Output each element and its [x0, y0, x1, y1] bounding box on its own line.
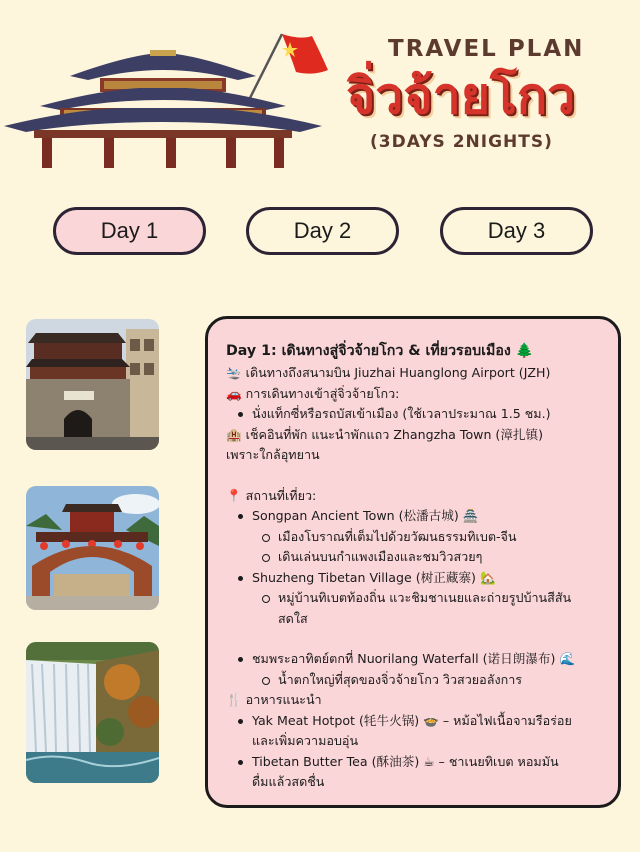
- list-item: Tibetan Butter Tea (酥油茶) ☕ – ชาเนยทิเบต หอมมัน: [226, 752, 604, 773]
- itinerary-card: [205, 316, 621, 808]
- list-item: Yak Meat Hotpot (牦牛火锅) 🍲 – หม้อไฟเนื้อจามรีอร่อย: [226, 711, 604, 732]
- list-item-cont: และเพิ่มความอบอุ่น: [252, 733, 359, 748]
- title-block: [340, 28, 630, 168]
- pagoda-illustration: [0, 28, 330, 168]
- china-flag-icon: [282, 34, 328, 74]
- food-heading: 🍴 อาหารแนะนำ: [226, 692, 322, 707]
- tab-day-3[interactable]: Day 3: [440, 207, 593, 255]
- list-item: หมู่บ้านทิเบตท้องถิ่น แวะชิมชาเนยและถ่ายรูปบ้านสีสัน: [226, 588, 604, 609]
- card-title: Day 1: เดินทางสู่จิ่วจ้ายโกว & เที่ยวรอบเมือง 🌲: [226, 343, 534, 359]
- songpan-gate-photo: [26, 319, 159, 450]
- list-item: Shuzheng Tibetan Village (树正藏寨) 🏡: [226, 568, 604, 589]
- list-item: เมืองโบราณที่เต็มไปด้วยวัฒนธรรมทิเบต-จีน: [226, 527, 604, 548]
- list-item: เดินเล่นบนกำแพงเมืองและชมวิวสวยๆ: [226, 547, 604, 568]
- tab-day-1[interactable]: Day 1: [53, 207, 206, 255]
- list-item-cont: สดใส: [278, 610, 308, 626]
- transport-heading: 🚗 การเดินทางเข้าสู่จิ่วจ้ายโกว:: [226, 385, 400, 401]
- checkin-line: 🏨 เช็คอินที่พัก แนะนำพักแถว Zhangzha Town (漳扎镇): [226, 426, 544, 442]
- tab-day-2[interactable]: Day 2: [246, 207, 399, 255]
- day-tabs: [0, 207, 640, 257]
- list-item: น้ำตกใหญ่ที่สุดของจิ่วจ้ายโกว วิวสวยอลังการ: [226, 670, 604, 691]
- title-subtitle: (3DAYS 2NIGHTS): [370, 132, 553, 152]
- places-heading: 📍 สถานที่เที่ยว:: [226, 487, 317, 503]
- title-thai: จิ่วจ้ายโกว: [346, 67, 576, 125]
- list-item: นั่งแท็กซี่หรือรถบัสเข้าเมือง (ใช้เวลาประมาณ 1.5 ชม.): [226, 404, 604, 425]
- tibetan-village-gate-photo: [26, 486, 159, 610]
- list-item: ชมพระอาทิตย์ตกที่ Nuorilang Waterfall (诺日朗瀑布) 🌊: [226, 649, 604, 670]
- list-item-cont: ดื่มแล้วสดชื่น: [252, 774, 325, 789]
- checkin-line-cont: เพราะใกล้อุทยาน: [226, 447, 320, 462]
- title-english: TRAVEL PLAN: [388, 36, 585, 62]
- waterfall-photo: [26, 642, 159, 783]
- list-item: Songpan Ancient Town (松潘古城) 🏯: [226, 506, 604, 527]
- flight-line: 🛬 เดินทางถึงสนามบิน Jiuzhai Huanglong Airport (JZH): [226, 365, 551, 380]
